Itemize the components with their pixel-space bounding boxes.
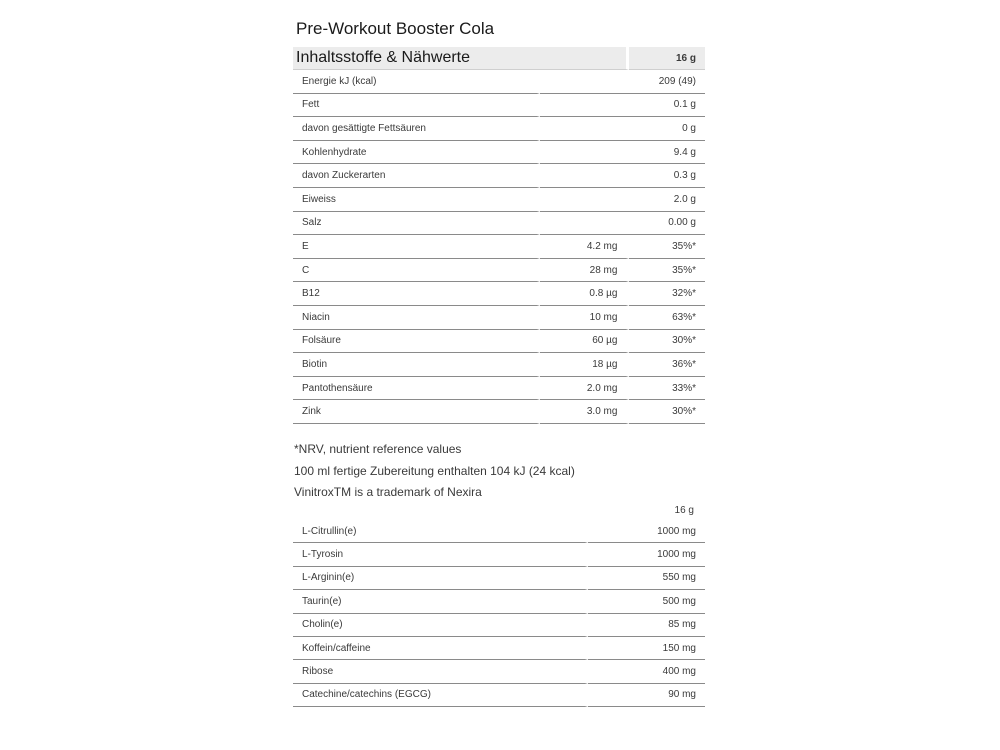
nutrition-row-value: 63%* xyxy=(629,306,705,330)
nutrition-row xyxy=(293,141,705,165)
nutrition-row xyxy=(293,259,705,283)
ingredient-value: 90 mg xyxy=(588,684,705,707)
ingredient-row xyxy=(293,614,705,637)
ingredient-name: L-Arginin(e) xyxy=(293,567,588,590)
nutrition-row-amount: 2.0 mg xyxy=(540,377,630,401)
nutrition-row-name: Zink xyxy=(293,400,540,424)
note-trademark: VinitroxTM is a trademark of Nexira xyxy=(294,485,482,499)
nutrition-row-value: 9.4 g xyxy=(540,141,705,165)
nutrition-header-row xyxy=(293,47,705,70)
ingredient-value: 150 mg xyxy=(588,637,705,660)
ingredients-body xyxy=(293,520,705,707)
nutrition-row xyxy=(293,330,705,354)
nutrition-row-value: 0 g xyxy=(540,117,705,141)
note-nrv: *NRV, nutrient reference values xyxy=(294,442,462,456)
nutrition-header-label: Inhaltsstoffe & Nähwerte xyxy=(293,47,629,70)
ingredient-name: Koffein/caffeine xyxy=(293,637,588,660)
nutrition-row xyxy=(293,70,705,94)
nutrition-row xyxy=(293,400,705,424)
ingredient-value: 500 mg xyxy=(588,590,705,613)
nutrition-row-value: 0.3 g xyxy=(540,164,705,188)
ingredient-value: 550 mg xyxy=(588,567,705,590)
nutrition-row-amount: 28 mg xyxy=(540,259,630,283)
nutrition-table xyxy=(293,47,705,424)
ingredient-name: L-Citrullin(e) xyxy=(293,520,588,543)
nutrition-row-value: 0.1 g xyxy=(540,94,705,118)
nutrition-row-value: 36%* xyxy=(629,353,705,377)
ingredient-name: Cholin(e) xyxy=(293,614,588,637)
nutrition-row-value: 32%* xyxy=(629,282,705,306)
nutrition-row xyxy=(293,164,705,188)
nutrition-row-name: E xyxy=(293,235,540,259)
nutrition-row-amount: 18 µg xyxy=(540,353,630,377)
nutrition-row-name: Biotin xyxy=(293,353,540,377)
nutrition-row-value: 209 (49) xyxy=(540,70,705,94)
ingredient-name: Catechine/catechins (EGCG) xyxy=(293,684,588,707)
nutrition-row-value: 30%* xyxy=(629,400,705,424)
nutrition-row xyxy=(293,117,705,141)
ingredient-row xyxy=(293,567,705,590)
ingredient-name: L-Tyrosin xyxy=(293,543,588,566)
nutrition-row xyxy=(293,377,705,401)
nutrition-row-value: 0.00 g xyxy=(540,212,705,236)
nutrition-row-name: Salz xyxy=(293,212,540,236)
ingredient-row xyxy=(293,520,705,543)
ingredients-header-serving: 16 g xyxy=(674,505,694,516)
nutrition-row-value: 2.0 g xyxy=(540,188,705,212)
ingredient-value: 1000 mg xyxy=(588,520,705,543)
ingredient-row xyxy=(293,543,705,566)
nutrition-row xyxy=(293,188,705,212)
nutrition-row-amount: 3.0 mg xyxy=(540,400,630,424)
page-title: Pre-Workout Booster Cola xyxy=(296,19,495,38)
nutrition-row xyxy=(293,353,705,377)
nutrition-row-value: 35%* xyxy=(629,259,705,283)
ingredient-name: Ribose xyxy=(293,660,588,683)
ingredient-row xyxy=(293,660,705,683)
ingredient-value: 400 mg xyxy=(588,660,705,683)
nutrition-row-name: davon gesättigte Fettsäuren xyxy=(293,117,540,141)
nutrition-row-name: Fett xyxy=(293,94,540,118)
nutrition-row-amount: 0.8 µg xyxy=(540,282,630,306)
note-prepared: 100 ml fertige Zubereitung enthalten 104 kJ (24 kcal) xyxy=(294,463,575,478)
ingredient-value: 85 mg xyxy=(588,614,705,637)
nutrition-row-name: Kohlenhydrate xyxy=(293,141,540,165)
nutrition-body xyxy=(293,70,705,424)
nutrition-row-value: 30%* xyxy=(629,330,705,354)
nutrition-row-name: B12 xyxy=(293,282,540,306)
nutrition-row xyxy=(293,306,705,330)
ingredients-table xyxy=(293,520,705,707)
nutrition-row-name: Energie kJ (kcal) xyxy=(293,70,540,94)
ingredient-row xyxy=(293,637,705,660)
nutrition-row-value: 33%* xyxy=(629,377,705,401)
nutrition-row-name: Niacin xyxy=(293,306,540,330)
nutrition-row xyxy=(293,94,705,118)
nutrition-row-name: Folsäure xyxy=(293,330,540,354)
ingredient-value: 1000 mg xyxy=(588,543,705,566)
nutrition-row xyxy=(293,282,705,306)
nutrition-row-name: C xyxy=(293,259,540,283)
nutrition-row-amount: 4.2 mg xyxy=(540,235,630,259)
ingredient-row xyxy=(293,684,705,707)
notes xyxy=(294,439,575,504)
nutrition-row-amount: 60 µg xyxy=(540,330,630,354)
nutrition-row-amount: 10 mg xyxy=(540,306,630,330)
nutrition-row-name: davon Zuckerarten xyxy=(293,164,540,188)
nutrition-row-value: 35%* xyxy=(629,235,705,259)
nutrition-row xyxy=(293,212,705,236)
ingredient-row xyxy=(293,590,705,613)
ingredient-name: Taurin(e) xyxy=(293,590,588,613)
nutrition-header-serving: 16 g xyxy=(629,47,705,70)
nutrition-row xyxy=(293,235,705,259)
nutrition-row-name: Eiweiss xyxy=(293,188,540,212)
nutrition-row-name: Pantothensäure xyxy=(293,377,540,401)
